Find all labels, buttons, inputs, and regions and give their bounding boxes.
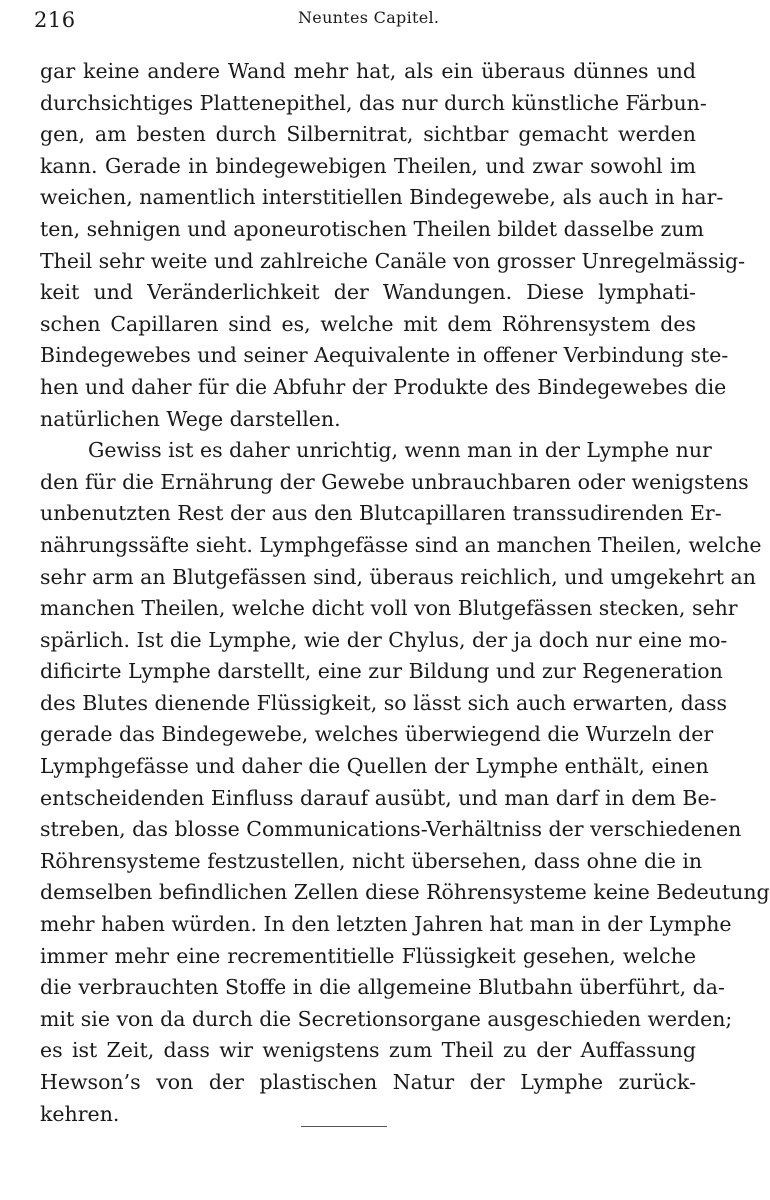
text-line: dificirte Lymphe darstellt, eine zur Bildung und zur Regeneration xyxy=(40,659,723,684)
text-line: mit sie von da durch die Secretionsorgane ausgeschieden werden; xyxy=(40,1006,733,1031)
text-line: schen Capillaren sind es, welche mit dem Röhrensystem des xyxy=(40,311,696,336)
text-line: Hewson’s von der plastischen Natur der Lymphe zurück- xyxy=(40,1070,696,1094)
text-line: gen, am besten durch Silbernitrat, sichtbar gemacht werden xyxy=(40,122,696,147)
text-line: streben, das blosse Communications-Verhältniss der verschiedenen xyxy=(40,817,742,842)
text-line: es ist Zeit, dass wir wenigstens zum Theil zu der Auffassung xyxy=(40,1038,696,1063)
text-line: den für die Ernährung der Gewebe unbrauchbaren oder wenigstens xyxy=(40,469,749,494)
text-line: manchen Theilen, welche dicht voll von Blutgefässen stecken, sehr xyxy=(40,596,738,621)
text-line: immer mehr eine recrementitielle Flüssigkeit gesehen, welche xyxy=(40,943,696,968)
text-line: hen und daher für die Abfuhr der Produkte des Bindegewebes die xyxy=(40,374,727,399)
text-line: unbenutzten Rest der aus den Blutcapillaren transsudirenden Er- xyxy=(40,501,722,526)
text-line: kann. Gerade in bindegewebigen Theilen, und zwar sowohl im xyxy=(40,153,696,178)
end-rule xyxy=(301,1126,387,1127)
page-number: 216 xyxy=(34,8,76,32)
text-line: Gewiss ist es daher unrichtig, wenn man in der Lymphe nur xyxy=(88,438,712,463)
text-line: Röhrensysteme festzustellen, nicht übersehen, dass ohne die in xyxy=(40,848,703,873)
text-line: kehren. xyxy=(40,1101,120,1126)
text-line: nährungssäfte sieht. Lymphgefässe sind an manchen Theilen, welche xyxy=(40,532,762,557)
text-line: Theil sehr weite und zahlreiche Canäle von grosser Unregelmässig- xyxy=(40,248,746,273)
text-line: demselben befindlichen Zellen diese Röhrensysteme keine Bedeutung xyxy=(40,880,770,905)
text-line: sehr arm an Blutgefässen sind, überaus reichlich, und umgekehrt an xyxy=(40,564,756,589)
text-line: Lymphgefässe und daher die Quellen der Lymphe enthält, einen xyxy=(40,754,709,779)
text-line: gerade das Bindegewebe, welches überwiegend die Wurzeln der xyxy=(40,722,714,747)
text-line: die verbrauchten Stoffe in die allgemeine Blutbahn überführt, da- xyxy=(40,975,725,1000)
text-line: spärlich. Ist die Lymphe, wie der Chylus, der ja doch nur eine mo- xyxy=(40,627,728,652)
running-head: Neuntes Capitel. xyxy=(298,8,440,27)
text-line: durchsichtiges Plattenepithel, das nur durch künstliche Färbun- xyxy=(40,90,707,115)
text-line: ten, sehnigen und aponeurotischen Theilen bildet dasselbe zum xyxy=(40,216,704,241)
text-line: Bindegewebes und seiner Aequivalente in offener Verbindung ste- xyxy=(40,343,729,368)
text-line: weichen, namentlich interstitiellen Bindegewebe, als auch in har- xyxy=(40,185,724,210)
body-text xyxy=(40,56,770,1130)
text-line: keit und Veränderlichkeit der Wandungen. Diese lymphati- xyxy=(40,280,696,305)
text-line: mehr haben würden. In den letzten Jahren hat man in der Lymphe xyxy=(40,912,732,937)
text-line: entscheidenden Einfluss darauf ausübt, und man darf in dem Be- xyxy=(40,785,717,810)
text-line: des Blutes dienende Flüssigkeit, so lässt sich auch erwarten, dass xyxy=(40,690,728,715)
text-line: gar keine andere Wand mehr hat, als ein überaus dünnes und xyxy=(40,59,696,83)
text-line: natürlichen Wege darstellen. xyxy=(40,406,341,431)
